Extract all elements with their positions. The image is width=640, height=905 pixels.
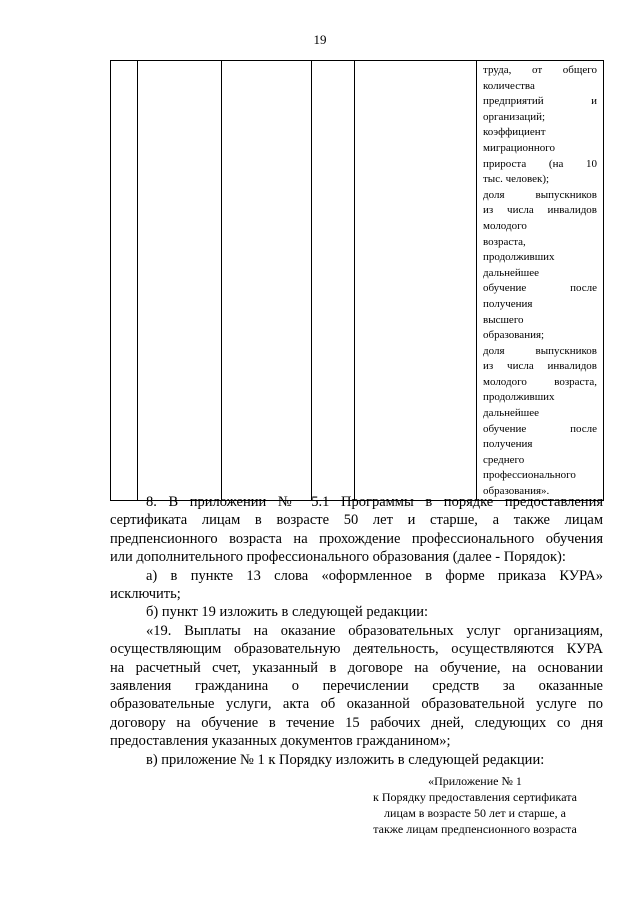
indicator-line: предприятий и xyxy=(483,95,597,108)
indicator-line: доля выпускников xyxy=(483,344,597,357)
text-line: «19. Выплаты на оказание образовательных услуг организациям, xyxy=(146,622,603,639)
indicator-line: образования; xyxy=(483,329,545,342)
indicator-line: высшего xyxy=(483,313,524,326)
indicator-line: молодого возраста, xyxy=(483,375,597,388)
text-line: предпенсионного возраста на прохождение профессионального обучения xyxy=(110,530,603,547)
table-cell xyxy=(222,61,312,501)
indicator-line: коэффициент xyxy=(483,126,546,139)
text-line: или дополнительного профессионального образования (далее - Порядок): xyxy=(110,549,566,566)
indicator-line: образования». xyxy=(483,485,550,498)
text-line: осуществляющим образовательную деятельность, осуществляются КУРА xyxy=(110,641,603,658)
text-line: сертификата лицам в возрасте 50 лет и старше, а также лицам xyxy=(110,512,603,529)
appendix-line: лицам в возрасте 50 лет и старше, а xyxy=(384,806,566,820)
indicator-line: профессионального xyxy=(483,469,576,482)
page-number: 19 xyxy=(313,32,327,47)
indicator-line: из числа инвалидов xyxy=(483,204,597,217)
table-row xyxy=(111,61,604,501)
indicator-line: прироста (на 10 xyxy=(483,157,597,170)
indicator-line: труда, от общего xyxy=(483,64,597,76)
text-line: заявления гражданина о перечислении средств за оказанные xyxy=(110,678,603,695)
table-cell xyxy=(312,61,355,501)
indicator-line: доля выпускников xyxy=(483,188,597,201)
indicator-line: возраста, xyxy=(483,235,526,248)
text-line: образовательные услуги, акта об оказанной образовательной услуге по xyxy=(110,696,603,713)
indicator-line: миграционного xyxy=(483,141,556,154)
indicator-line: продолживших xyxy=(483,391,555,404)
indicator-line: дальнейшее xyxy=(483,407,539,420)
continued-table xyxy=(110,60,604,501)
text-line: предоставления указанных документов гражданином»; xyxy=(110,733,451,750)
text-line: исключить; xyxy=(110,586,181,603)
indicator-line: обучение после xyxy=(483,422,597,435)
indicator-line: организаций; xyxy=(483,110,546,123)
amendment-text xyxy=(110,493,603,769)
appendix-line: «Приложение № 1 xyxy=(428,774,522,788)
indicator-line: получения xyxy=(483,297,533,310)
table-cell xyxy=(111,61,138,501)
text-line: а) в пункте 13 слова «оформленное в форме приказа КУРА» xyxy=(146,567,603,584)
appendix-header xyxy=(350,773,600,837)
appendix-line: также лицам предпенсионного возраста xyxy=(373,822,577,836)
text-line: на расчетный счет, указанный в договоре на обучение, на основании xyxy=(110,659,603,676)
indicator-line: тыс. человек); xyxy=(483,173,550,186)
indicator-line: обучение после xyxy=(483,282,597,295)
indicators-cell xyxy=(477,61,604,501)
indicator-line: дальнейшее xyxy=(483,266,539,279)
indicator-line: среднего xyxy=(483,453,525,466)
indicator-line: молодого xyxy=(483,219,527,232)
text-line: в) приложение № 1 к Порядку изложить в следующей редакции: xyxy=(146,751,545,768)
indicator-line: из числа инвалидов xyxy=(483,360,597,373)
text-line: договору на обучение в течение 15 рабочих дней, следующих со дня xyxy=(110,714,603,731)
indicator-line: количества xyxy=(483,79,535,92)
text-line: б) пункт 19 изложить в следующей редакции: xyxy=(146,604,428,621)
table-cell xyxy=(355,61,477,501)
appendix-line: к Порядку предоставления сертификата xyxy=(373,790,577,804)
text-line: 8. В приложении № 5.1 Программы в порядке предоставления xyxy=(146,494,603,510)
indicator-line: получения xyxy=(483,438,533,451)
indicator-line: продолживших xyxy=(483,251,555,264)
table-cell xyxy=(138,61,222,501)
